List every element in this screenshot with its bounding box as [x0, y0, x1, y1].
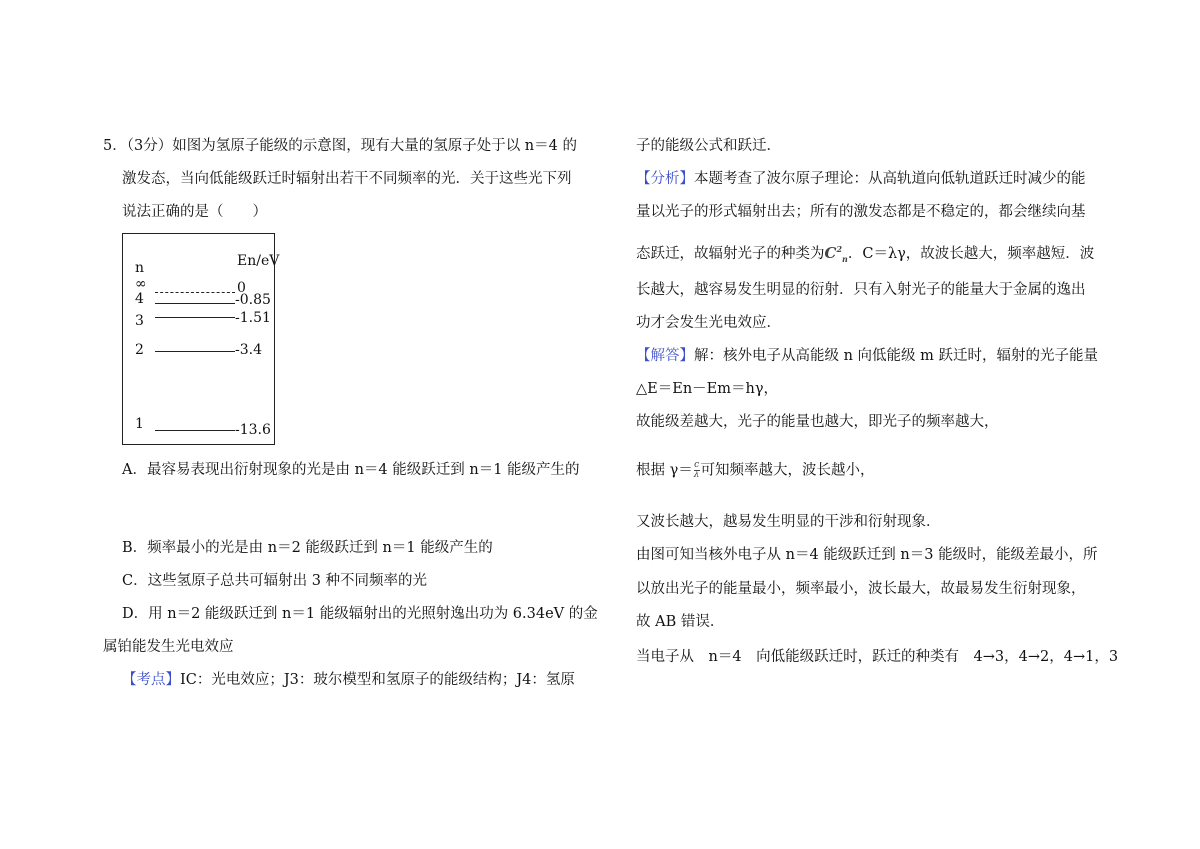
level-line-1: [155, 430, 235, 431]
solution-line-1: [636, 347, 1098, 365]
question-line-2: 激发态，当向低能级跃迁时辐射出若干不同频率的光．关于这些光下列: [122, 171, 572, 187]
solution-tag: 【解答】: [636, 348, 694, 364]
level-line-3: [155, 317, 235, 318]
level-n-4: 4: [135, 291, 144, 307]
level-e-3: -1.51: [235, 310, 271, 326]
knowledge-point-continued: 子的能级公式和跃迁．: [636, 138, 781, 154]
level-n-1: 1: [135, 416, 144, 432]
level-n-infinity: ∞: [135, 276, 147, 292]
c-over-lambda-fraction: $\frac{c}{\lambda}$: [693, 460, 700, 480]
n-header: n: [135, 260, 145, 276]
option-d-line-2: 属铂能发生光电效应: [103, 639, 234, 655]
solution-line-5: 又波长越大，越易发生明显的干涉和衍射现象．: [636, 514, 941, 530]
solution-line-9: 当电子从 n＝4 向低能级跃迁时，跃迁的种类有 4→3，4→2，4→1，3: [636, 649, 1119, 665]
level-n-3: 3: [135, 313, 144, 329]
analysis-tag: 【分析】: [636, 171, 694, 187]
solution-line-4: [636, 461, 875, 480]
option-b: B．频率最小的光是由 n＝2 能级跃迁到 n＝1 能级产生的: [122, 540, 493, 556]
knowledge-point-text: IC：光电效应；J3：玻尔模型和氢原子的能级结构；J4：氢原: [180, 672, 575, 688]
analysis-text-1: 本题考查了波尔原子理论：从高轨道向低轨道跃迁时减少的能: [694, 171, 1086, 187]
level-e-infinity: 0: [237, 280, 246, 296]
solution-text-1: 解：核外电子从高能级 n 向低能级 m 跃迁时，辐射的光子能量: [694, 348, 1099, 364]
analysis-line-3: [636, 240, 1094, 268]
analysis-text-3a: 态跃迁，故辐射光子的种类为: [636, 246, 825, 262]
solution-text-4b: 可知频率越大，波长越小，: [700, 462, 875, 479]
solution-line-3: 故能级差越大，光子的能量也越大，即光子的频率越大，: [636, 414, 999, 430]
solution-text-4a: 根据 γ＝: [636, 462, 693, 479]
option-a: A．最容易表现出衍射现象的光是由 n＝4 能级跃迁到 n＝1 能级产生的: [122, 462, 580, 478]
level-e-1: -13.6: [235, 422, 271, 438]
energy-level-diagram: [122, 233, 280, 445]
analysis-text-3b: ．C＝λγ，故波长越大，频率越短．波: [847, 246, 1095, 262]
analysis-line-4: 长越大，越容易发生明显的衍射．只有入射光子的能量大于金属的逸出: [636, 282, 1086, 298]
level-line-2: [155, 351, 235, 352]
question-line-3: 说法正确的是（ ）: [122, 204, 267, 220]
analysis-line-5: 功才会发生光电效应．: [636, 315, 781, 331]
combination-formula: $C^2_n$: [824, 244, 848, 264]
solution-line-8: 故 AB 错误．: [636, 614, 725, 630]
level-line-infinity: [155, 292, 235, 293]
solution-line-7: 以放出光子的能量最小，频率最小，波长最大，故最易发生衍射现象，: [636, 581, 1086, 597]
analysis-line-1: [636, 170, 1086, 188]
knowledge-point-tag: 【考点】: [122, 672, 180, 688]
option-c: C．这些氢原子总共可辐射出 3 种不同频率的光: [122, 573, 428, 589]
knowledge-point: [122, 671, 575, 689]
level-line-4: [155, 303, 235, 304]
option-d-line-1: D．用 n＝2 能级跃迁到 n＝1 能级辐射出的光照射逸出功为 6.34eV 的金: [122, 606, 598, 622]
level-e-4: -0.85: [235, 292, 271, 308]
analysis-line-2: 量以光子的形式辐射出去；所有的激发态都是不稳定的，都会继续向基: [636, 204, 1086, 220]
question-line-1: 5．（3分）如图为氢原子能级的示意图，现有大量的氢原子处于以 n＝4 的: [103, 138, 577, 154]
level-e-2: -3.4: [235, 342, 262, 358]
energy-header: En/eV: [237, 253, 280, 269]
solution-line-2: △E＝En－Em＝hγ，: [636, 381, 778, 397]
solution-line-6: 由图可知当核外电子从 n＝4 能级跃迁到 n＝3 能级时，能级差最小，所: [636, 547, 1098, 563]
level-n-2: 2: [135, 342, 144, 358]
